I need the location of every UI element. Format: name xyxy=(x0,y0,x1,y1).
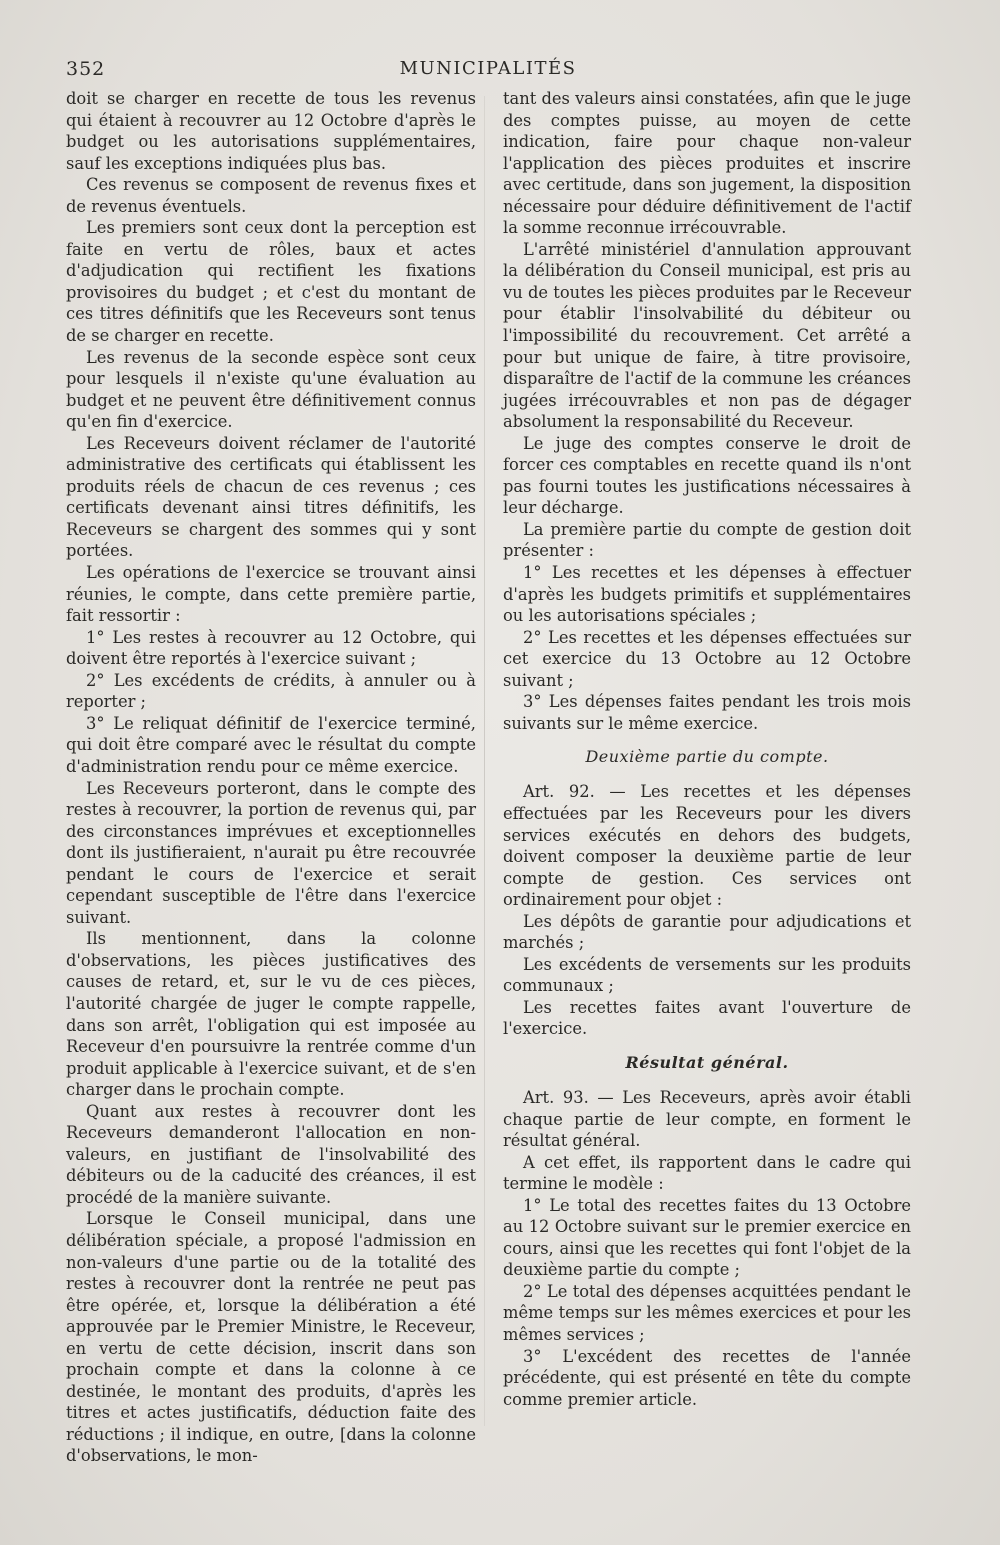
paragraph: Les opérations de l'exercice se trouvant ainsi réunies, le compte, dans cette première partie, fait ressortir : xyxy=(66,563,476,626)
page-header xyxy=(66,58,910,84)
paragraph: Ils mentionnent, dans la colonne d'observations, les pièces justificatives des causes de retard, et, sur le vu de ces pièces, l'autorité chargée de juger le compte rappelle, dans son arrêt, l'obligation qui est imposée au Receveur d'en poursuivre la rentrée comme d'un produit applicable à l'exercice suivant, et de s'en charger dans le prochain compte. xyxy=(66,929,476,1100)
column-divider xyxy=(484,96,485,1426)
paragraph: Lorsque le Conseil municipal, dans une délibération spéciale, a proposé l'admission en non-valeurs d'une partie ou de la totalité des restes à recouvrer dont la rentrée ne peut pas être opérée, et, lorsque la délibération a été approuvée par le Premier Ministre, le Receveur, en vertu de cette décision, inscrit dans son prochain compte et dans la colonne à ce destinée, le montant des produits, d'après les titres et actes justificatifs, déduction faite des réductions ; il indique, en outre, [dans la colonne d'observations, le mon- xyxy=(66,1209,476,1466)
section-heading: Deuxième partie du compte. xyxy=(585,747,829,767)
page-number: 352 xyxy=(66,58,106,80)
paragraph: Les excédents de versements sur les produits communaux ; xyxy=(503,954,911,996)
paragraph: Les revenus de la seconde espèce sont ceux pour lesquels il n'existe qu'une évaluation au budget et ne peuvent être définitivement connus qu'en fin d'exercice. xyxy=(66,347,476,432)
paragraph: 1° Les restes à recouvrer au 12 Octobre, qui doivent être reportés à l'exercice suivant ; xyxy=(66,627,476,669)
paragraph: Quant aux restes à recouvrer dont les Receveurs demanderont l'allocation en non-valeurs, en justifiant de l'insolvabilité des débiteurs ou de la caducité des créances, il est procédé de la manière suivante. xyxy=(66,1101,476,1207)
paragraph: Ces revenus se composent de revenus fixes et de revenus éventuels. xyxy=(66,175,476,216)
paragraph: Les dépôts de garantie pour adjudications et marchés ; xyxy=(503,911,911,953)
left-text-column xyxy=(66,88,476,1467)
paragraph: Les Receveurs doivent réclamer de l'autorité administrative des certificats qui établissent les produits réels de chacun de ces revenus ; ces certificats devenant ainsi titres définitifs, les Receveurs se chargent des sommes qui y sont portées. xyxy=(66,433,476,561)
paragraph: La première partie du compte de gestion doit présenter : xyxy=(503,519,911,561)
continued-paragraph: tant des valeurs ainsi constatées, afin que le juge des comptes puisse, au moyen de cette indication, faire pour chaque non-valeur l'application des pièces produites et inscrire avec certitude, dans son jugement, la disposition nécessaire pour déduire définitivement de l'actif la somme reconnue irrécouvrable. xyxy=(503,89,911,238)
paragraph: Art. 92. — Les recettes et les dépenses effectuées par les Receveurs pour les divers services exécutés en dehors des budgets, doivent composer la deuxième partie de leur compte de gestion. Ces services ont ordinairement pour objet : xyxy=(503,782,911,910)
paragraph: Les premiers sont ceux dont la perception est faite en vertu de rôles, baux et actes d'adjudication qui rectifient les fixations provisoires du budget ; et c'est du montant de ces titres définitifs que les Receveurs sont tenus de se charger en recette. xyxy=(66,218,476,346)
right-text-column xyxy=(503,88,911,1410)
paragraph: A cet effet, ils rapportent dans le cadre qui termine le modèle : xyxy=(503,1152,911,1194)
paragraph: 2° Les recettes et les dépenses effectuées sur cet exercice du 13 Octobre au 12 Octobre suivant ; xyxy=(503,627,911,690)
running-title: MUNICIPALITÉS xyxy=(399,58,577,79)
paragraph: Les recettes faites avant l'ouverture de l'exercice. xyxy=(503,997,911,1039)
section-heading: Résultat général. xyxy=(625,1052,789,1072)
continued-paragraph: doit se charger en recette de tous les revenus qui étaient à recouvrer au 12 Octobre d'après le budget ou les autorisations supplémentaires, sauf les exceptions indiquées plus bas. xyxy=(66,89,476,173)
paragraph: Art. 93. — Les Receveurs, après avoir établi chaque partie de leur compte, en forment le résultat général. xyxy=(503,1087,911,1151)
paragraph: 1° Les recettes et les dépenses à effectuer d'après les budgets primitifs et supplémentaires ou les autorisations spéciales ; xyxy=(503,563,911,626)
paragraph: 1° Le total des recettes faites du 13 Octobre au 12 Octobre suivant sur le premier exercice en cours, ainsi que les recettes qui font l'objet de la deuxième partie du compte ; xyxy=(503,1195,911,1280)
paragraph: L'arrêté ministériel d'annulation approuvant la délibération du Conseil municipal, est pris au vu de toutes les pièces produites par le Receveur pour établir l'insolvabilité du débiteur ou l'impossibilité du recouvrement. Cet arrêté a pour but unique de faire, à titre provisoire, disparaître de l'actif de la commune les créances jugées irrécouvrables et non pas de dégager absolument la responsabilité du Receveur. xyxy=(503,239,911,432)
paragraph: 3° Le reliquat définitif de l'exercice terminé, qui doit être comparé avec le résultat du compte d'administration rendu pour ce même exercice. xyxy=(66,713,476,776)
paragraph: 2° Les excédents de crédits, à annuler ou à reporter ; xyxy=(66,670,476,712)
paragraph: Le juge des comptes conserve le droit de forcer ces comptables en recette quand ils n'ont pas fourni toutes les justifications nécessaires à leur décharge. xyxy=(503,433,911,518)
paragraph: 2° Le total des dépenses acquittées pendant le même temps sur les mêmes exercices et pour les mêmes services ; xyxy=(503,1281,911,1344)
paragraph: 3° L'excédent des recettes de l'année précédente, qui est présenté en tête du compte comme premier article. xyxy=(503,1346,911,1409)
paragraph: 3° Les dépenses faites pendant les trois mois suivants sur le même exercice. xyxy=(503,692,911,733)
paragraph: Les Receveurs porteront, dans le compte des restes à recouvrer, la portion de revenus qui, par des circonstances imprévues et exceptionnelles dont ils justifieraient, n'aurait pu être recouvrée pendant le cours de l'exercice et serait cependant susceptible de l'être dans l'exercice suivant. xyxy=(66,778,476,927)
